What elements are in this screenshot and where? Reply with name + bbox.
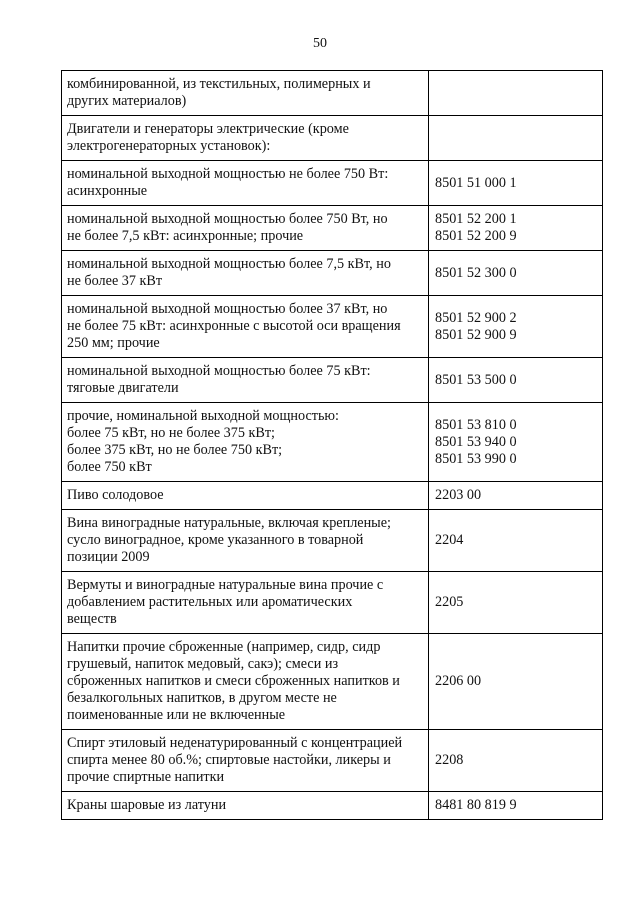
description-line: Пиво солодовое xyxy=(67,487,164,503)
tnved-code-cell xyxy=(429,161,603,206)
description-line: асинхронные xyxy=(67,183,148,199)
goods-description-cell xyxy=(62,296,429,358)
tnved-code: 8501 53 990 0 xyxy=(435,450,517,467)
goods-description-cell xyxy=(62,358,429,403)
table-row xyxy=(62,206,603,251)
description-line: спирта менее 80 об.%; спиртовые настойки, ликеры и xyxy=(67,752,391,768)
description-line: номинальной выходной мощностью не более 750 Вт: xyxy=(67,166,389,182)
tnved-code: 2208 xyxy=(435,752,464,768)
description-line: сусло виноградное, кроме указанного в товарной xyxy=(67,532,364,548)
tnved-code: 8501 53 940 0 xyxy=(435,433,517,450)
goods-description-cell xyxy=(62,206,429,251)
description-line: позиции 2009 xyxy=(67,549,150,565)
description-line: добавлением растительных или ароматических xyxy=(67,594,353,610)
tnved-code-cell xyxy=(429,251,603,296)
description-line: веществ xyxy=(67,611,117,627)
description-line: грушевый, напиток медовый, сакэ); смеси из xyxy=(67,656,339,672)
description-line: номинальной выходной мощностью более 75 кВт: xyxy=(67,363,371,379)
tnved-code-cell xyxy=(429,792,603,820)
tnved-code: 2204 xyxy=(435,532,464,548)
tnved-code-cell xyxy=(429,634,603,730)
tnved-code: 8501 52 900 2 xyxy=(435,309,517,326)
description-line: прочие, номинальной выходной мощностью: xyxy=(67,408,339,424)
goods-description-cell xyxy=(62,161,429,206)
tnved-code-cell xyxy=(429,358,603,403)
goods-description-cell xyxy=(62,482,429,510)
tnved-code-cell xyxy=(429,572,603,634)
description-line: не более 7,5 кВт: асинхронные; прочие xyxy=(67,228,304,244)
goods-description-cell xyxy=(62,71,429,116)
goods-table-body xyxy=(62,71,603,820)
goods-description-cell xyxy=(62,251,429,296)
tnved-code: 8501 53 810 0 xyxy=(435,416,517,433)
tnved-code: 2206 00 xyxy=(435,673,482,689)
description-line: номинальной выходной мощностью более 37 кВт, но xyxy=(67,301,388,317)
description-line: сброженных напитков и смеси сброженных напитков и xyxy=(67,673,400,689)
description-line: более 75 кВт, но не более 375 кВт; xyxy=(67,425,276,441)
tnved-code-cell xyxy=(429,403,603,482)
goods-table xyxy=(61,70,603,820)
table-row xyxy=(62,358,603,403)
description-line: тяговые двигатели xyxy=(67,380,179,396)
table-row xyxy=(62,161,603,206)
tnved-code-cell xyxy=(429,71,603,116)
description-line: не более 37 кВт xyxy=(67,273,163,289)
tnved-code: 8501 52 200 1 xyxy=(435,211,517,227)
tnved-code-cell xyxy=(429,116,603,161)
tnved-code: 8501 52 300 0 xyxy=(435,264,517,281)
goods-description-cell xyxy=(62,116,429,161)
description-line: более 375 кВт, но не более 750 кВт; xyxy=(67,442,283,458)
description-line: Спирт этиловый неденатурированный с концентрацией xyxy=(67,735,403,751)
tnved-code-cell xyxy=(429,510,603,572)
tnved-code: 8501 53 500 0 xyxy=(435,371,517,388)
description-line: электрогенераторных установок): xyxy=(67,138,271,154)
tnved-code: 2203 00 xyxy=(435,487,482,503)
tnved-code: 8501 51 000 1 xyxy=(435,174,517,191)
description-line: номинальной выходной мощностью более 7,5 кВт, но xyxy=(67,256,391,272)
description-line: Краны шаровые из латуни xyxy=(67,797,227,813)
table-row xyxy=(62,116,603,161)
description-line: прочие спиртные напитки xyxy=(67,769,225,785)
table-row xyxy=(62,510,603,572)
table-row xyxy=(62,572,603,634)
goods-description-cell xyxy=(62,510,429,572)
table-row xyxy=(62,730,603,792)
table-row xyxy=(62,634,603,730)
goods-description-cell xyxy=(62,634,429,730)
tnved-code-cell xyxy=(429,482,603,510)
description-line: безалкогольных напитков, в другом месте не xyxy=(67,690,337,706)
goods-description-cell xyxy=(62,572,429,634)
table-row xyxy=(62,792,603,820)
description-line: 250 мм; прочие xyxy=(67,335,160,351)
goods-description-cell xyxy=(62,730,429,792)
description-line: Двигатели и генераторы электрические (кроме xyxy=(67,121,349,137)
page-number: 50 xyxy=(313,36,327,51)
tnved-code: 8501 52 900 9 xyxy=(435,326,517,343)
tnved-code: 8501 52 200 9 xyxy=(435,228,517,244)
description-line: Вина виноградные натуральные, включая крепленые; xyxy=(67,515,391,531)
table-row xyxy=(62,482,603,510)
description-line: Вермуты и виноградные натуральные вина прочие с xyxy=(67,577,384,593)
description-line: поименованные или не включенные xyxy=(67,707,286,723)
goods-description-cell xyxy=(62,403,429,482)
tnved-code: 8481 80 819 9 xyxy=(435,797,517,813)
tnved-code-cell xyxy=(429,206,603,251)
description-line: комбинированной, из текстильных, полимерных и xyxy=(67,76,371,92)
table-row xyxy=(62,296,603,358)
description-line: других материалов) xyxy=(67,93,187,109)
table-row xyxy=(62,251,603,296)
description-line: номинальной выходной мощностью более 750 Вт, но xyxy=(67,211,388,227)
description-line: Напитки прочие сброженные (например, сидр, сидр xyxy=(67,639,381,655)
tnved-code-cell xyxy=(429,296,603,358)
tnved-code-cell xyxy=(429,730,603,792)
description-line: более 750 кВт xyxy=(67,459,152,475)
goods-description-cell xyxy=(62,792,429,820)
table-row xyxy=(62,71,603,116)
table-row xyxy=(62,403,603,482)
tnved-code: 2205 xyxy=(435,594,464,610)
description-line: не более 75 кВт: асинхронные с высотой оси вращения xyxy=(67,318,401,334)
